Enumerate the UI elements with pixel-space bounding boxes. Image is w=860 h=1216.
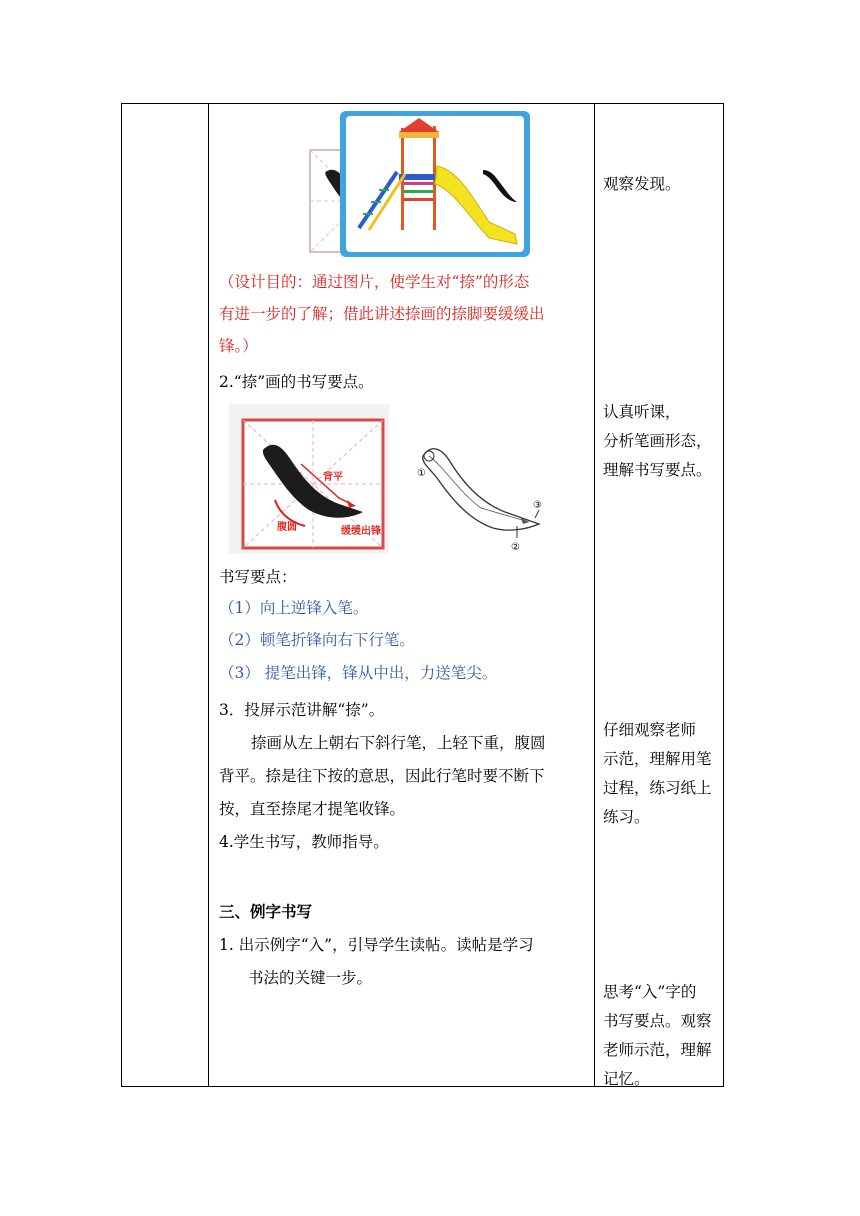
na-stroke-annotated-image bbox=[229, 404, 389, 554]
lesson-table bbox=[121, 103, 724, 1087]
side-note-4-line-2: 书写要点。观察 bbox=[603, 1012, 712, 1030]
side-note-3-line-3: 过程，练习纸上 bbox=[603, 779, 712, 797]
step2-title: 2.“捺”画的书写要点。 bbox=[219, 373, 374, 391]
side-note-2-line-1: 认真听课， bbox=[603, 403, 681, 421]
design-note-line-3: 锋。） bbox=[219, 337, 258, 355]
points-title: 书写要点： bbox=[219, 568, 297, 586]
section3-title: 三、例字书写 bbox=[219, 903, 313, 921]
label-back-flat: 背平 bbox=[323, 472, 343, 483]
design-note-line-2: 有进一步的了解；借此讲述捺画的捺脚要缓缓出 bbox=[219, 305, 545, 323]
side-note-1: 观察发现。 bbox=[603, 175, 681, 193]
side-note-2-line-3: 理解书写要点。 bbox=[603, 461, 712, 479]
order-mark-1: ① bbox=[417, 468, 426, 479]
point-1: （1）向上逆锋入笔。 bbox=[219, 599, 369, 617]
example-item-line-1: 1. 出示例字“入”，引导学生读帖。读帖是学习 bbox=[219, 936, 534, 954]
side-note-4-line-3: 老师示范，理解 bbox=[603, 1041, 712, 1059]
side-note-4-line-1: 思考“入”字的 bbox=[603, 983, 697, 1001]
point-2: （2）顿笔折锋向右下行笔。 bbox=[219, 631, 415, 649]
teaching-content-cell bbox=[209, 104, 595, 1087]
order-mark-2: ② bbox=[511, 542, 520, 553]
design-note-line-1: （设计目的：通过图片，使学生对“捺”的形态 bbox=[219, 273, 530, 291]
na-stroke-order-image bbox=[409, 434, 569, 554]
step3-body-line-2: 背平。捺是往下按的意思，因此行笔时要不断下 bbox=[219, 767, 545, 785]
playground-slide-image bbox=[339, 110, 531, 258]
step4: 4.学生书写，教师指导。 bbox=[219, 833, 389, 851]
side-note-3-line-2: 示范，理解用笔 bbox=[603, 750, 712, 768]
student-activity-cell bbox=[595, 104, 724, 1087]
side-note-3-line-4: 练习。 bbox=[603, 808, 650, 826]
step3-title: 3．投屏示范讲解“捺”。 bbox=[219, 701, 385, 719]
side-note-4-line-4: 记忆。 bbox=[603, 1070, 650, 1088]
step3-body-line-3: 按，直至捺尾才提笔收锋。 bbox=[219, 800, 406, 818]
side-note-3-line-1: 仔细观察老师 bbox=[603, 721, 697, 739]
label-round-belly: 腹圆 bbox=[277, 522, 297, 533]
order-mark-3: ③ bbox=[533, 500, 542, 511]
label-slow-exit: 缓缓出锋 bbox=[341, 526, 381, 537]
point-3: （3） 提笔出锋，锋从中出，力送笔尖。 bbox=[219, 664, 498, 682]
side-note-2-line-2: 分析笔画形态， bbox=[603, 432, 712, 450]
example-item-line-2: 书法的关键一步。 bbox=[248, 969, 373, 987]
table-cell-left bbox=[122, 104, 209, 1087]
step3-body-line-1: 捺画从左上朝右下斜行笔，上轻下重，腹圆 bbox=[251, 734, 546, 752]
